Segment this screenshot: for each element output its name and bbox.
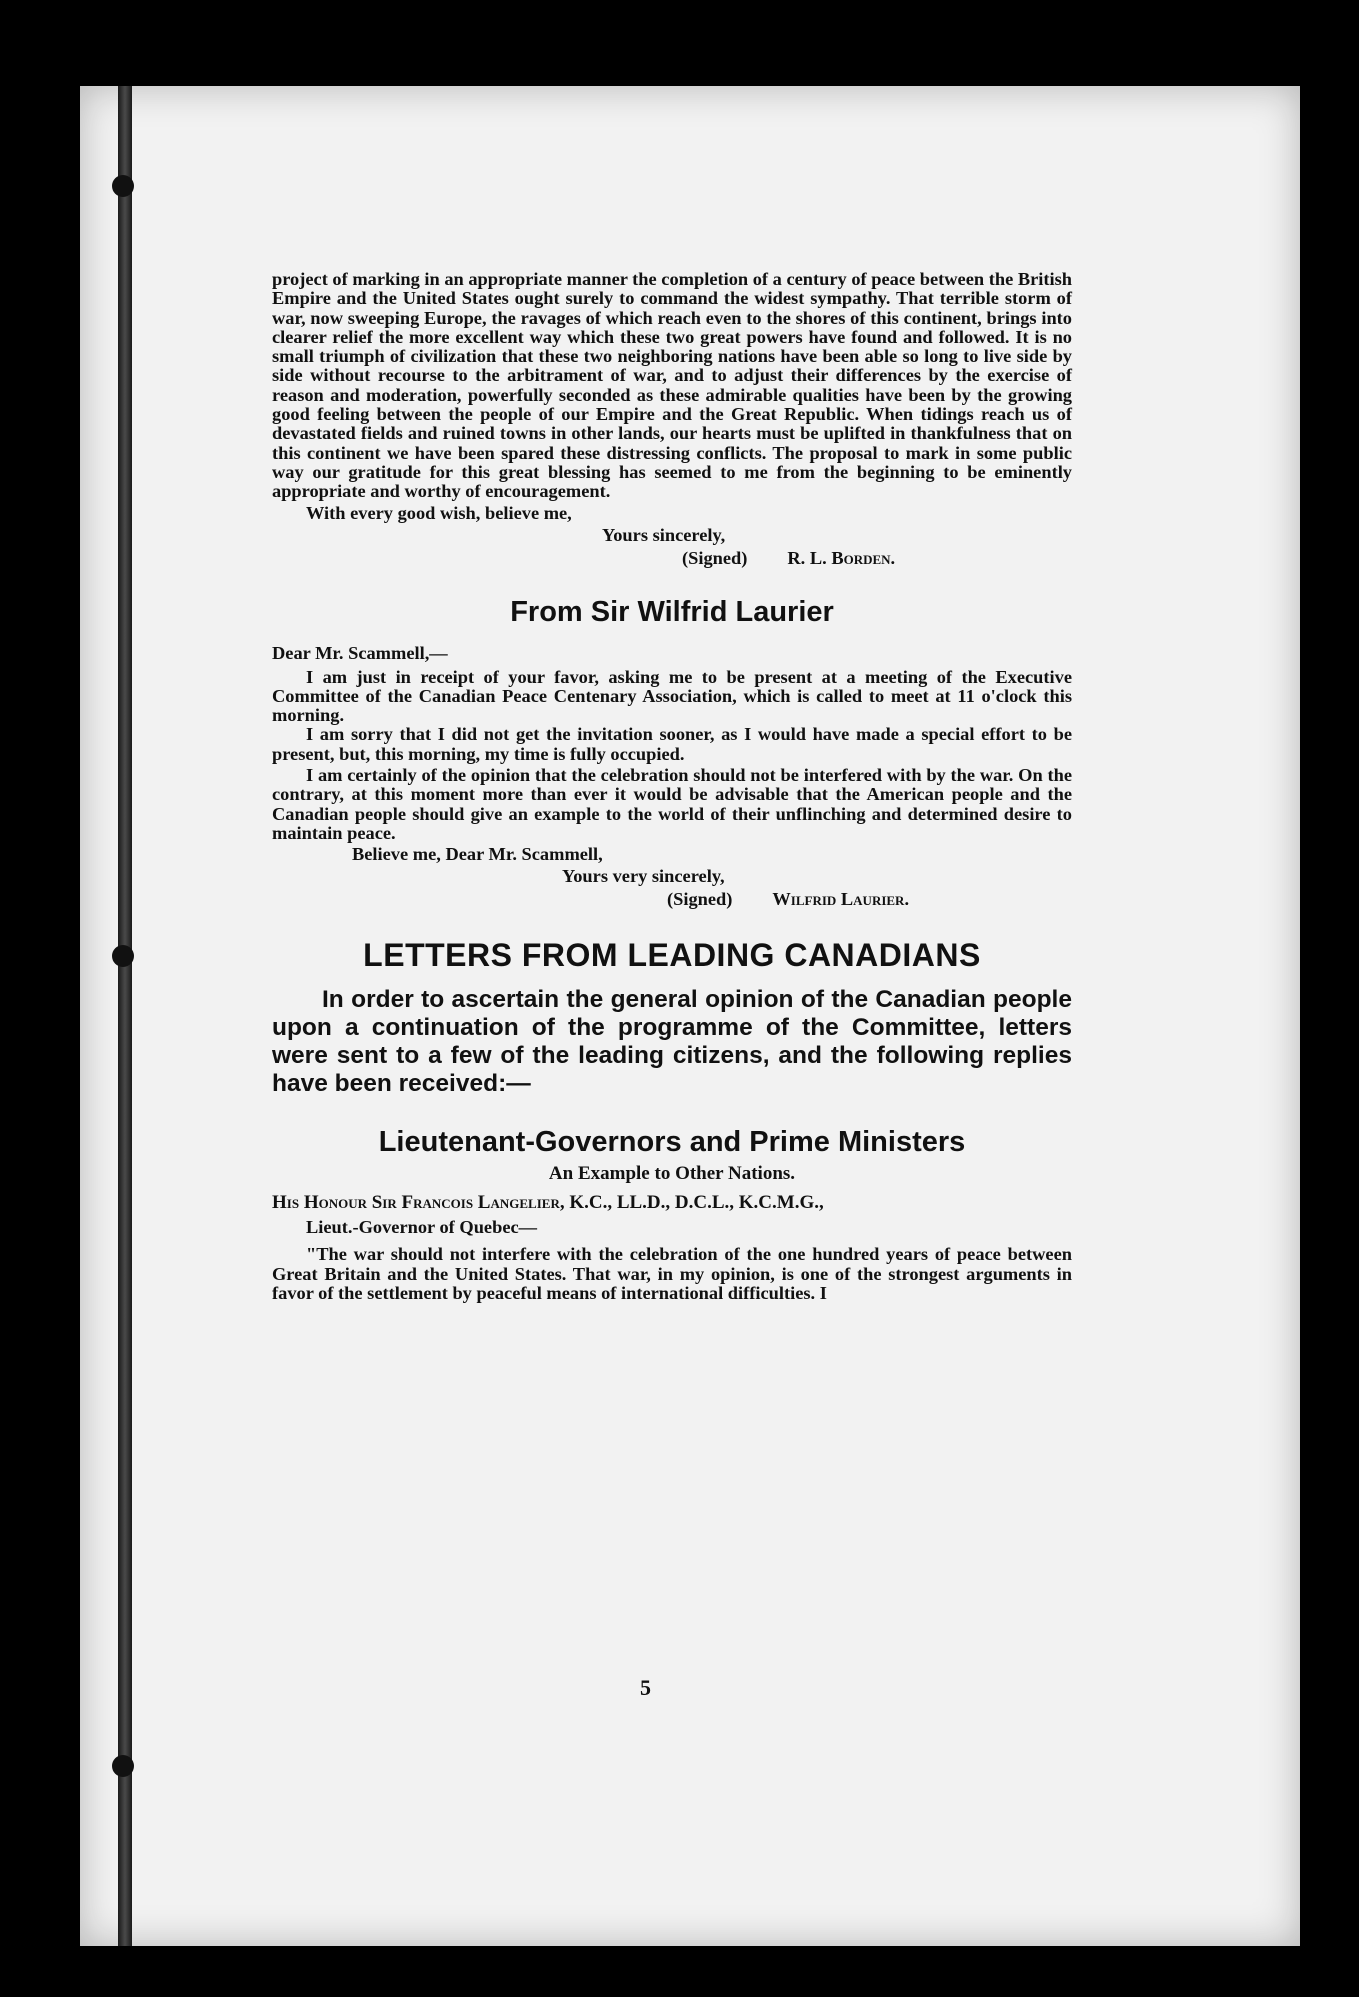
laurier-paragraph: I am certainly of the opinion that the celebration should not be interfered with by the war. On the contrary, at this moment more than ever it would be advisable that the American people and the Canadian people should give an example to the world of their unflinching and determined desire to maintain peace.: [272, 765, 1072, 843]
laurier-heading: From Sir Wilfrid Laurier: [510, 595, 834, 628]
book-binding: [118, 86, 132, 1946]
page-content: [272, 270, 1072, 1303]
langelier-quote: "The war should not interfere with the celebration of the one hundred years of peace between Great Britain and the United States. That war, in my opinion, is one of the strongest arguments in favor of the settlement by peaceful means of international difficulties. I: [272, 1244, 1072, 1303]
laurier-signature: Wilfrid Laurier.: [772, 889, 910, 910]
borden-closing: With every good wish, believe me,: [306, 502, 572, 523]
lt-governors-subheading: An Example to Other Nations.: [548, 1163, 796, 1185]
laurier-paragraph: I am sorry that I did not get the invitation sooner, as I would have made a special effort to be present, but, this morning, my time is fully occupied.: [272, 724, 1072, 764]
signed-label: (Signed): [682, 547, 748, 568]
lt-governors-heading: Lieutenant-Governors and Prime Ministers: [378, 1126, 966, 1159]
laurier-salutation: Dear Mr. Scammell,—: [272, 642, 448, 663]
binding-stitch: [112, 945, 134, 967]
letters-section-intro: In order to ascertain the general opinion of the Canadian people upon a continuation of the programme of the Committee, letters were sent to a few of the leading citizens, and the following replies have been received:—: [272, 986, 1072, 1098]
langelier-title: Lieut.-Governor of Quebec—: [306, 1217, 538, 1238]
borden-letter-body: project of marking in an appropriate manner the completion of a century of peace between the British Empire and the United States ought surely to command the widest sympathy. That terrible storm of war, now sweeping Europe, the ravages of which reach even to the shores of this continent, brings into clearer relief the more excellent way which these two great powers have found and followed. It is no small triumph of civilization that these two neighboring nations have been able so long to live side by side without recourse to the arbitrament of war, and to adjust their differences by the exercise of reason and moderation, powerfully seconded as these admirable qualities have been by the growing good feeling between the people of our Empire and the Great Republic. When tidings reach us of devastated fields and ruined towns in other lands, our hearts must be uplifted in thankfulness that on this continent we have been spared these distressing conflicts. The proposal to mark in some public way our gratitude for this great blessing has seemed to me from the beginning to be eminently appropriate and worthy of encouragement.: [272, 269, 1072, 502]
borden-valediction: Yours sincerely,: [602, 524, 726, 545]
borden-signature-line: [272, 546, 1072, 570]
page-number: 5: [640, 1675, 651, 1700]
binding-stitch: [112, 175, 134, 197]
signed-label: (Signed): [667, 889, 733, 910]
binding-stitch: [112, 1755, 134, 1777]
laurier-paragraph: I am just in receipt of your favor, asking me to be present at a meeting of the Executive Committee of the Canadian Peace Centenary Association, which is called to meet at 11 o'clock this morning.: [272, 666, 1072, 726]
borden-signature: R. L. Borden.: [787, 547, 896, 568]
laurier-closing: Believe me, Dear Mr. Scammell,: [352, 844, 603, 865]
letters-section-heading: LETTERS FROM LEADING CANADIANS: [363, 937, 981, 974]
laurier-valediction: Yours very sincerely,: [562, 866, 725, 887]
laurier-signature-line: [272, 887, 1072, 911]
langelier-name: His Honour Sir Francois Langelier, K.C., LL.D., D.C.L., K.C.M.G.,: [272, 1192, 824, 1214]
